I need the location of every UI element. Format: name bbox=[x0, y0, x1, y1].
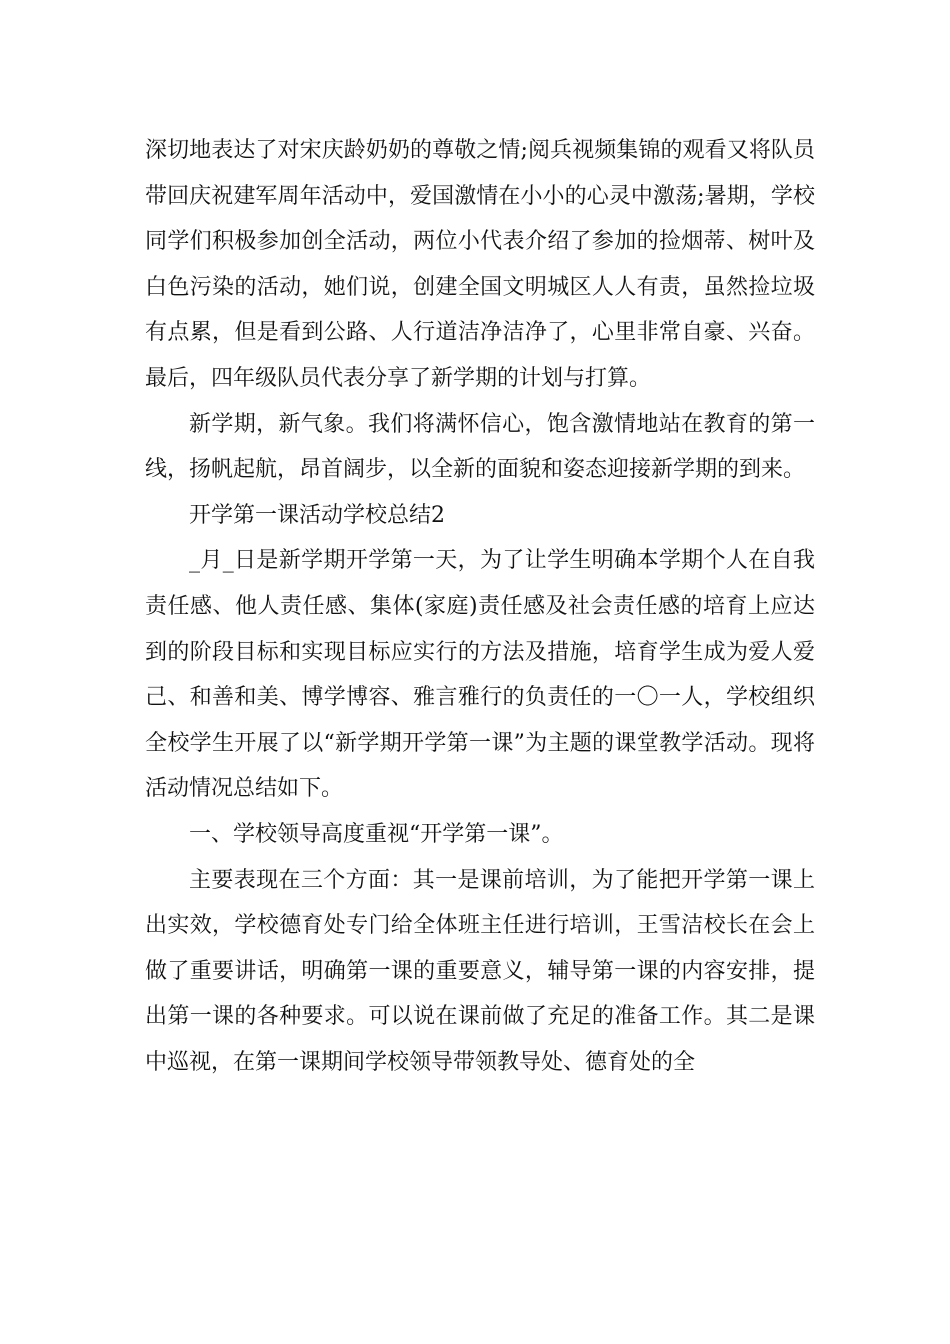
paragraph-new-semester: 新学期，新气象。我们将满怀信心，饱含激情地站在教育的第一线，扬帆起航，昂首阔步，以全新的面貌和姿态迎接新学期的到来。 bbox=[145, 411, 815, 483]
section-title: 开学第一课活动学校总结2 bbox=[189, 502, 445, 528]
document-body bbox=[145, 128, 815, 1085]
paragraph-three-aspects: 主要表现在三个方面：其一是课前培训，为了能把开学第一课上出实效，学校德育处专门给全体班主任进行培训，王雪洁校长在会上做了重要讲话，明确第一课的重要意义，辅导第一课的内容安排，提出第一课的各种要求。可以说在课前做了充足的准备工作。其二是课中巡视，在第一课期间学校领导带领教导处、德育处的全 bbox=[145, 867, 815, 1075]
subheading-leadership: 一、学校领导高度重视“开学第一课”。 bbox=[189, 821, 564, 847]
paragraph-intro: _月_日是新学期开学第一天，为了让学生明确本学期个人在自我责任感、他人责任感、集体(家庭)责任感及社会责任感的培育上应达到的阶段目标和实现目标应实行的方法及措施，培育学生成为爱人爱己、和善和美、博学博容、雅言雅行的负责任的一〇一人，学校组织全校学生开展了以“新学期开学第一课”为主题的课堂教学活动。现将活动情况总结如下。 bbox=[145, 548, 815, 802]
paragraph-continuation: 深切地表达了对宋庆龄奶奶的尊敬之情;阅兵视频集锦的观看又将队员带回庆祝建军周年活动中，爱国激情在小小的心灵中激荡;暑期，学校同学们积极参加创全活动，两位小代表介绍了参加的捡烟蒂、树叶及白色污染的活动，她们说，创建全国文明城区人人有责，虽然捡垃圾有点累，但是看到公路、人行道洁净洁净了，心里非常自豪、兴奋。最后，四年级队员代表分享了新学期的计划与打算。 bbox=[145, 138, 815, 391]
